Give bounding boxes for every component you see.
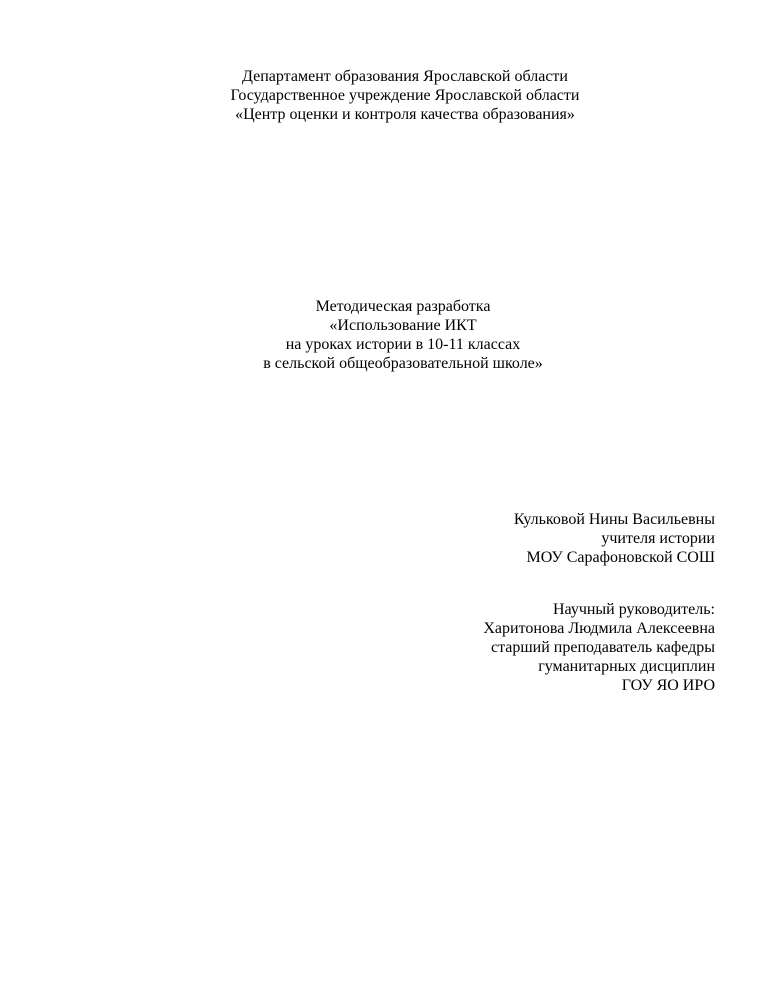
supervisor-block bbox=[355, 600, 715, 695]
author-school: МОУ Сарафоновской СОШ bbox=[526, 549, 715, 566]
organization-header bbox=[0, 67, 768, 124]
supervisor-position: старший преподаватель кафедры bbox=[490, 639, 715, 656]
title-line-type: Методическая разработка bbox=[315, 298, 491, 315]
supervisor-department: гуманитарных дисциплин bbox=[538, 658, 715, 675]
document-title bbox=[0, 297, 768, 373]
supervisor-organization: ГОУ ЯО ИРО bbox=[621, 677, 715, 694]
author-block bbox=[355, 510, 715, 567]
title-line-school: в сельской общеобразовательной школе» bbox=[263, 355, 543, 372]
title-line-scope: на уроках истории в 10-11 классах bbox=[285, 336, 521, 353]
title-line-topic: «Использование ИКТ bbox=[329, 317, 477, 334]
supervisor-name: Харитонова Людмила Алексеевна bbox=[483, 620, 715, 637]
header-line-institution: Государственное учреждение Ярославской области bbox=[230, 87, 580, 104]
header-line-department: Департамент образования Ярославской области bbox=[242, 68, 568, 85]
author-position: учителя истории bbox=[601, 530, 715, 547]
supervisor-label: Научный руководитель: bbox=[552, 601, 715, 618]
author-name: Кульковой Нины Васильевны bbox=[513, 511, 715, 528]
header-line-center: «Центр оценки и контроля качества образования» bbox=[235, 106, 575, 123]
